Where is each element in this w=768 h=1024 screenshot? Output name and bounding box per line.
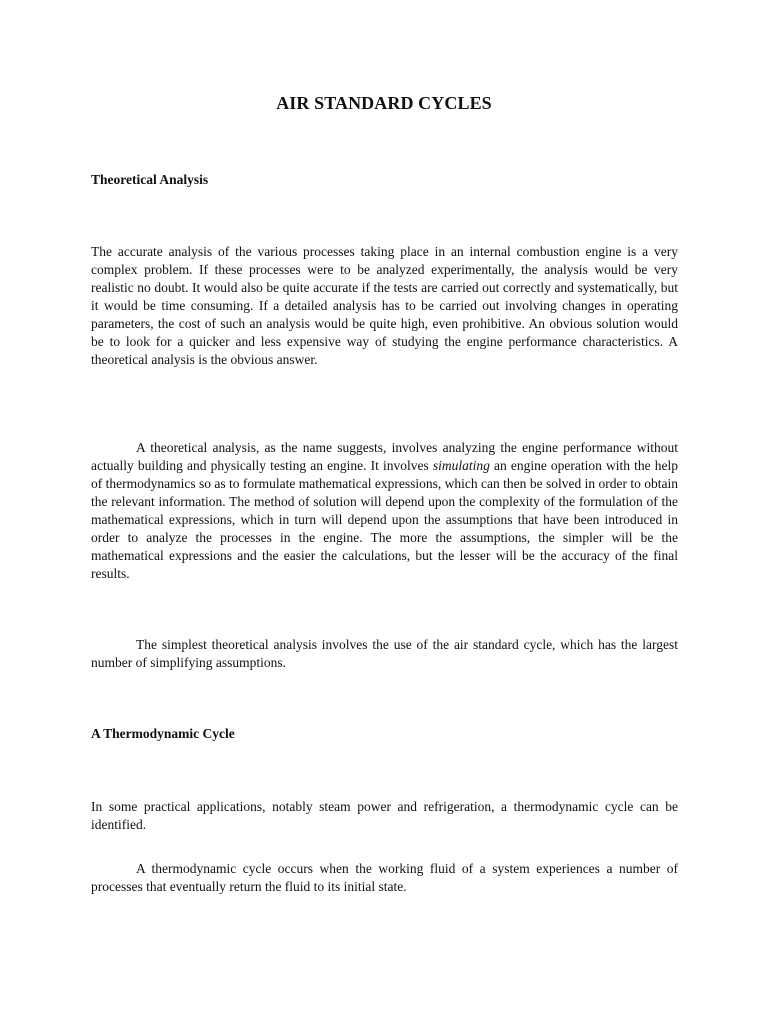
- paragraph-simplest-analysis: The simplest theoretical analysis involves the use of the air standard cycle, which has the largest number of simplifying assumptions.: [91, 637, 678, 670]
- section-heading-thermodynamic-cycle: A Thermodynamic Cycle: [91, 726, 235, 741]
- emphasis-simulating: simulating: [432, 458, 490, 473]
- paragraph-practical-applications: In some practical applications, notably steam power and refrigeration, a thermodynamic cycle can be identified.: [91, 799, 678, 832]
- section-heading-theoretical-analysis: Theoretical Analysis: [91, 172, 209, 187]
- paragraph-cycle-definition: A thermodynamic cycle occurs when the working fluid of a system experiences a number of processes that eventually return the fluid to its initial state.: [91, 861, 678, 894]
- paragraph-accurate-analysis: The accurate analysis of the various processes taking place in an internal combustion engine is a very complex problem. If these processes were to be analyzed experimentally, the analysis would be very realistic no doubt. It would also be quite accurate if the tests are carried out correctly and systematically, but it would be time consuming. If a detailed analysis has to be carried out involving changes in operating parameters, the cost of such an analysis would be quite high, even prohibitive. An obvious solution would be to look for a quicker and less expensive way of studying the engine performance characteristics. A theoretical analysis is the obvious answer.: [91, 244, 678, 367]
- paragraph-text-after-emphasis: an engine operation with the help of thermodynamics so as to formulate mathematical expressions, which can then be solved in order to obtain the relevant information. The method of solution will depend upon the complexity of the formulation of the mathematical expressions, which in turn will depend upon the assumptions that have been introduced in order to analyze the processes in the engine. The more the assumptions, the simpler will be the mathematical expressions and the easier the calculations, but the lesser will be the accuracy of the final results.: [91, 458, 678, 581]
- paragraph-theoretical-analysis: [91, 439, 678, 583]
- paragraph-text-before-emphasis: A theoretical analysis, as the name suggests, involves analyzing the engine performance without actually building and physically testing an engine. It involves: [91, 440, 678, 473]
- page-title: AIR STANDARD CYCLES: [276, 93, 492, 113]
